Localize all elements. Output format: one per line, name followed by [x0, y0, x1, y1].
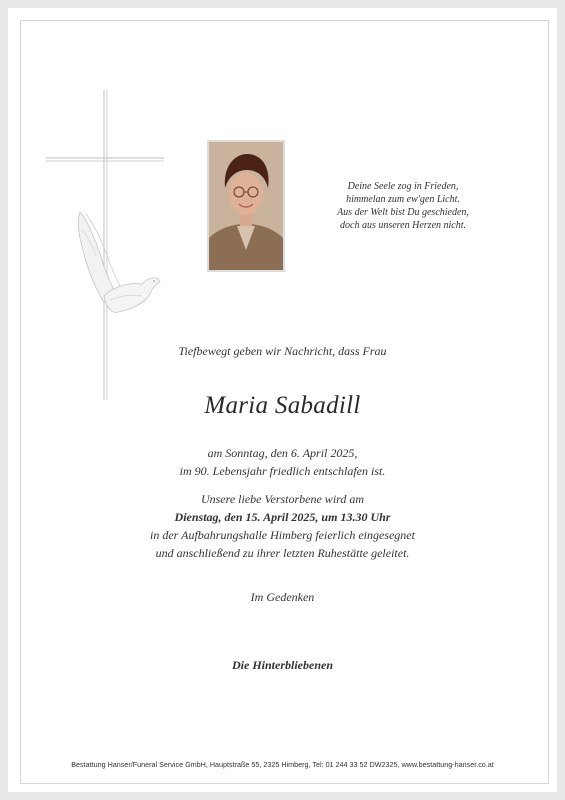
death-date-line: am Sonntag, den 6. April 2025,: [207, 446, 358, 460]
funeral-line: in der Aufbahrungshalle Himberg feierlich eingesegnet: [150, 528, 415, 542]
funeral-line: Unsere liebe Verstorbene wird am: [200, 492, 365, 506]
poem-line: Deine Seele zog in Frieden,: [347, 181, 459, 192]
obituary-sheet: [8, 8, 557, 792]
death-notice: [8, 444, 557, 480]
poem: [308, 180, 498, 232]
funeral-info: [8, 490, 557, 562]
cross-decoration: [46, 90, 166, 410]
signature: Die Hinterbliebenen: [232, 658, 333, 672]
in-memory-text: Im Gedenken: [250, 590, 315, 604]
poem-line: Aus der Welt bist Du geschieden,: [337, 207, 469, 218]
poem-line: doch aus unseren Herzen nicht.: [340, 220, 466, 231]
dove-icon: [104, 278, 160, 313]
portrait-photo: [207, 140, 285, 272]
intro-text: Tiefbewegt geben wir Nachricht, dass Frau: [178, 344, 387, 358]
funeral-date: Dienstag, den 15. April 2025, um 13.30 Uhr: [174, 510, 391, 524]
cross-icon: [46, 90, 166, 410]
deceased-name: Maria Sabadill: [204, 392, 361, 419]
footer-contact: Bestattung Hanser/Funeral Service GmbH, Hauptstraße 55, 2325 Himberg, Tel: 01 244 33 52 DW2325, www.bestattung-hanser.co.at: [71, 760, 494, 769]
funeral-line: und anschließend zu ihrer letzten Ruhestätte geleitet.: [155, 546, 410, 560]
death-age-line: im 90. Lebensjahr friedlich entschlafen ist.: [179, 464, 386, 478]
poem-line: himmelan zum ew'gen Licht.: [346, 194, 460, 205]
